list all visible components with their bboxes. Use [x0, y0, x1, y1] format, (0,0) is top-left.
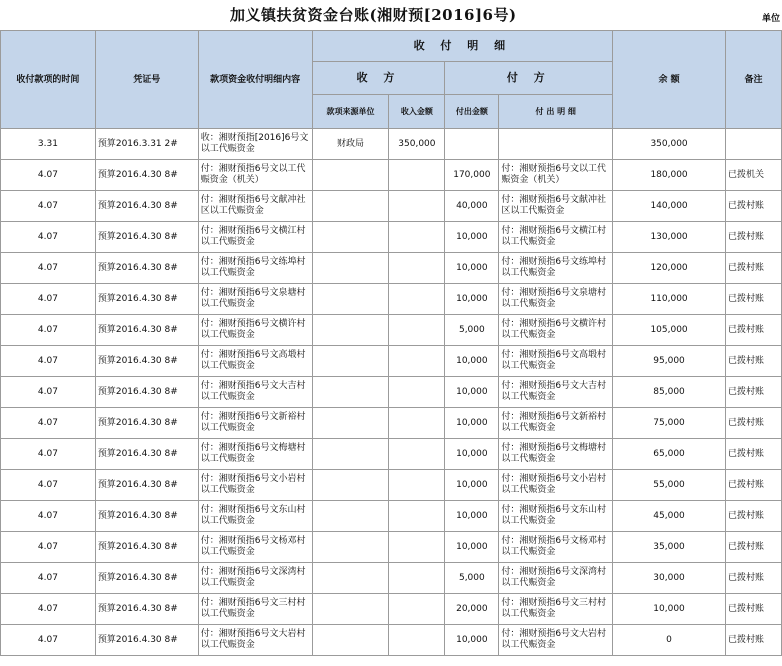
row-payout[interactable]: 5,000: [445, 563, 499, 594]
row-detail[interactable]: 付：湘财预指6号文杨邓村以工代赈资金: [198, 532, 312, 563]
row-income[interactable]: [389, 253, 445, 284]
row-detail[interactable]: 付：湘财预指6号文大吉村以工代赈资金: [198, 377, 312, 408]
row-income[interactable]: [389, 625, 445, 656]
row-income[interactable]: [389, 439, 445, 470]
row-source[interactable]: [312, 501, 389, 532]
table-row: [1, 408, 782, 439]
table-row: [1, 346, 782, 377]
row-time[interactable]: 4.07: [1, 501, 96, 532]
row-voucher[interactable]: 预算2016.4.30 8#: [95, 191, 198, 222]
header-paydetail: 付 出 明 细: [499, 95, 613, 129]
table-row: [1, 594, 782, 625]
row-source[interactable]: [312, 284, 389, 315]
row-payout[interactable]: 10,000: [445, 408, 499, 439]
row-detail[interactable]: 付：湘财预指6号文大岩村以工代赈资金: [198, 625, 312, 656]
row-note[interactable]: 已拨村账: [725, 191, 781, 222]
row-time[interactable]: 4.07: [1, 532, 96, 563]
header-time: 收付款项的时间: [1, 31, 96, 129]
row-source[interactable]: [312, 222, 389, 253]
row-note[interactable]: 已拨村账: [725, 532, 781, 563]
row-voucher[interactable]: 预算2016.4.30 8#: [95, 253, 198, 284]
header-group-pay: 付 方: [445, 62, 613, 95]
row-payout[interactable]: 10,000: [445, 532, 499, 563]
table-row: [1, 222, 782, 253]
ledger-table: [0, 30, 782, 656]
row-payout[interactable]: 10,000: [445, 470, 499, 501]
row-payout[interactable]: 10,000: [445, 377, 499, 408]
row-balance[interactable]: 350,000: [613, 129, 726, 160]
header-income: 收入金额: [389, 95, 445, 129]
row-payout[interactable]: 10,000: [445, 346, 499, 377]
table-row: [1, 129, 782, 160]
row-balance[interactable]: 95,000: [613, 346, 726, 377]
row-source[interactable]: [312, 408, 389, 439]
row-source[interactable]: [312, 191, 389, 222]
row-voucher[interactable]: 预算2016.4.30 8#: [95, 501, 198, 532]
table-body: [1, 129, 782, 656]
row-time[interactable]: 4.07: [1, 408, 96, 439]
row-paydetail[interactable]: 付：湘财预指6号文新裕村以工代赈资金: [499, 408, 613, 439]
row-income[interactable]: [389, 501, 445, 532]
row-time[interactable]: 4.07: [1, 563, 96, 594]
row-paydetail[interactable]: 付：湘财预指6号文小岩村以工代赈资金: [499, 470, 613, 501]
row-paydetail[interactable]: 付：湘财预指6号文杨邓村以工代赈资金: [499, 532, 613, 563]
row-note[interactable]: 已拨村账: [725, 470, 781, 501]
row-payout[interactable]: 10,000: [445, 284, 499, 315]
row-balance[interactable]: 30,000: [613, 563, 726, 594]
row-note[interactable]: 已拨村账: [725, 315, 781, 346]
row-paydetail[interactable]: 付：湘财预指6号文东山村以工代赈资金: [499, 501, 613, 532]
row-income[interactable]: [389, 191, 445, 222]
row-detail[interactable]: 付：湘财预指6号文横许村以工代赈资金: [198, 315, 312, 346]
row-voucher[interactable]: 预算2016.4.30 8#: [95, 284, 198, 315]
table-row: [1, 470, 782, 501]
row-balance[interactable]: 120,000: [613, 253, 726, 284]
header-group-receive: 收 方: [312, 62, 445, 95]
row-balance[interactable]: 140,000: [613, 191, 726, 222]
header-voucher: 凭证号: [95, 31, 198, 129]
row-note[interactable]: 已拨村账: [725, 284, 781, 315]
row-source[interactable]: [312, 439, 389, 470]
row-detail[interactable]: 付：湘财预指6号文新裕村以工代赈资金: [198, 408, 312, 439]
row-voucher[interactable]: 预算2016.4.30 8#: [95, 563, 198, 594]
row-income[interactable]: [389, 377, 445, 408]
row-payout[interactable]: 10,000: [445, 439, 499, 470]
row-income[interactable]: [389, 594, 445, 625]
row-time[interactable]: 4.07: [1, 439, 96, 470]
row-paydetail[interactable]: 付：湘财预指6号文大岩村以工代赈资金: [499, 625, 613, 656]
title-bar: [0, 0, 782, 30]
row-balance[interactable]: 45,000: [613, 501, 726, 532]
row-balance[interactable]: 35,000: [613, 532, 726, 563]
row-voucher[interactable]: 预算2016.4.30 8#: [95, 160, 198, 191]
row-voucher[interactable]: 预算2016.4.30 8#: [95, 377, 198, 408]
row-detail[interactable]: 付：湘财预指6号文以工代赈资金（机关）: [198, 160, 312, 191]
row-payout[interactable]: 10,000: [445, 253, 499, 284]
row-source[interactable]: [312, 346, 389, 377]
row-voucher[interactable]: 预算2016.4.30 8#: [95, 315, 198, 346]
row-source[interactable]: 财政局: [312, 129, 389, 160]
table-row: [1, 160, 782, 191]
row-source[interactable]: [312, 594, 389, 625]
header-balance: 余 额: [613, 31, 726, 129]
row-note[interactable]: 已拨村账: [725, 222, 781, 253]
row-paydetail[interactable]: 付：湘财预指6号文练埠村以工代赈资金: [499, 253, 613, 284]
row-voucher[interactable]: 预算2016.4.30 8#: [95, 594, 198, 625]
row-income[interactable]: [389, 470, 445, 501]
row-balance[interactable]: 75,000: [613, 408, 726, 439]
row-source[interactable]: [312, 625, 389, 656]
row-time[interactable]: 4.07: [1, 284, 96, 315]
table-row: [1, 501, 782, 532]
row-income[interactable]: [389, 284, 445, 315]
row-note[interactable]: 已拨村账: [725, 625, 781, 656]
row-source[interactable]: [312, 253, 389, 284]
row-voucher[interactable]: 预算2016.4.30 8#: [95, 222, 198, 253]
row-note[interactable]: 已拨村账: [725, 563, 781, 594]
row-balance[interactable]: 10,000: [613, 594, 726, 625]
row-note[interactable]: 已拨村账: [725, 594, 781, 625]
row-payout[interactable]: 10,000: [445, 625, 499, 656]
row-time[interactable]: 4.07: [1, 191, 96, 222]
row-payout[interactable]: [445, 129, 499, 160]
row-note[interactable]: 已拨村账: [725, 439, 781, 470]
row-note[interactable]: 已拨村账: [725, 501, 781, 532]
row-payout[interactable]: 170,000: [445, 160, 499, 191]
table-row: [1, 563, 782, 594]
row-detail[interactable]: 收：湘财预指[2016]6号文以工代赈资金: [198, 129, 312, 160]
row-balance[interactable]: 0: [613, 625, 726, 656]
row-detail[interactable]: 付：湘财预指6号文东山村以工代赈资金: [198, 501, 312, 532]
table-row: [1, 532, 782, 563]
row-time[interactable]: 3.31: [1, 129, 96, 160]
row-detail[interactable]: 付：湘财预指6号文泉塘村以工代赈资金: [198, 284, 312, 315]
row-detail[interactable]: 付：湘财预指6号文三村村以工代赈资金: [198, 594, 312, 625]
row-income[interactable]: [389, 346, 445, 377]
row-time[interactable]: 4.07: [1, 160, 96, 191]
table-header: [1, 31, 782, 129]
row-paydetail[interactable]: 付：湘财预指6号文泉塘村以工代赈资金: [499, 284, 613, 315]
table-row: [1, 315, 782, 346]
header-source: 款项来源单位: [312, 95, 389, 129]
row-detail[interactable]: 付：湘财预指6号文横江村以工代赈资金: [198, 222, 312, 253]
row-detail[interactable]: 付：湘财预指6号文练埠村以工代赈资金: [198, 253, 312, 284]
row-time[interactable]: 4.07: [1, 470, 96, 501]
row-payout[interactable]: 5,000: [445, 315, 499, 346]
row-payout[interactable]: 10,000: [445, 222, 499, 253]
row-source[interactable]: [312, 377, 389, 408]
sheet-title: 加义镇扶贫资金台账(湘财预[2016]6号): [230, 6, 517, 24]
row-balance[interactable]: 110,000: [613, 284, 726, 315]
table-row: [1, 377, 782, 408]
row-time[interactable]: 4.07: [1, 625, 96, 656]
row-payout[interactable]: 10,000: [445, 501, 499, 532]
row-balance[interactable]: 130,000: [613, 222, 726, 253]
row-balance[interactable]: 85,000: [613, 377, 726, 408]
row-paydetail[interactable]: 付：湘财预指6号文献冲社区以工代赈资金: [499, 191, 613, 222]
row-detail[interactable]: 付：湘财预指6号文小岩村以工代赈资金: [198, 470, 312, 501]
row-detail[interactable]: 付：湘财预指6号文梅塘村以工代赈资金: [198, 439, 312, 470]
row-voucher[interactable]: 预算2016.4.30 8#: [95, 439, 198, 470]
row-income[interactable]: [389, 408, 445, 439]
row-paydetail[interactable]: 付：湘财预指6号文横许村以工代赈资金: [499, 315, 613, 346]
row-balance[interactable]: 65,000: [613, 439, 726, 470]
row-detail[interactable]: 付：湘财预指6号文深湾村以工代赈资金: [198, 563, 312, 594]
row-note[interactable]: 已拨村账: [725, 253, 781, 284]
row-paydetail[interactable]: 付：湘财预指6号文高塅村以工代赈资金: [499, 346, 613, 377]
row-paydetail[interactable]: 付：湘财预指6号文三村村以工代赈资金: [499, 594, 613, 625]
row-time[interactable]: 4.07: [1, 594, 96, 625]
row-voucher[interactable]: 预算2016.4.30 8#: [95, 532, 198, 563]
row-detail[interactable]: 付：湘财预指6号文高塅村以工代赈资金: [198, 346, 312, 377]
row-income[interactable]: [389, 160, 445, 191]
row-time[interactable]: 4.07: [1, 346, 96, 377]
row-source[interactable]: [312, 315, 389, 346]
header-payout: 付出金额: [445, 95, 499, 129]
row-source[interactable]: [312, 532, 389, 563]
row-voucher[interactable]: 预算2016.4.30 8#: [95, 408, 198, 439]
row-detail[interactable]: 付：湘财预指6号文献冲社区以工代赈资金: [198, 191, 312, 222]
header-note: 备注: [725, 31, 781, 129]
table-row: [1, 625, 782, 656]
row-income[interactable]: [389, 315, 445, 346]
row-voucher[interactable]: 预算2016.4.30 8#: [95, 625, 198, 656]
row-time[interactable]: 4.07: [1, 315, 96, 346]
row-balance[interactable]: 180,000: [613, 160, 726, 191]
row-note[interactable]: 已拨村账: [725, 408, 781, 439]
row-note[interactable]: 已拨机关: [725, 160, 781, 191]
row-note[interactable]: 已拨村账: [725, 377, 781, 408]
table-row: [1, 191, 782, 222]
row-income[interactable]: 350,000: [389, 129, 445, 160]
row-income[interactable]: [389, 563, 445, 594]
row-voucher[interactable]: 预算2016.4.30 8#: [95, 346, 198, 377]
row-time[interactable]: 4.07: [1, 377, 96, 408]
row-time[interactable]: 4.07: [1, 222, 96, 253]
row-note[interactable]: 已拨村账: [725, 346, 781, 377]
row-paydetail[interactable]: 付：湘财预指6号文深湾村以工代赈资金: [499, 563, 613, 594]
row-balance[interactable]: 55,000: [613, 470, 726, 501]
unit-label: 单位: [762, 14, 781, 24]
row-note[interactable]: [725, 129, 781, 160]
row-source[interactable]: [312, 160, 389, 191]
row-source[interactable]: [312, 470, 389, 501]
row-payout[interactable]: 20,000: [445, 594, 499, 625]
row-voucher[interactable]: 预算2016.3.31 2#: [95, 129, 198, 160]
row-income[interactable]: [389, 222, 445, 253]
table-row: [1, 253, 782, 284]
header-group-main: 收 付 明 细: [312, 31, 613, 62]
table-row: [1, 284, 782, 315]
row-income[interactable]: [389, 532, 445, 563]
row-voucher[interactable]: 预算2016.4.30 8#: [95, 470, 198, 501]
row-paydetail[interactable]: [499, 129, 613, 160]
row-source[interactable]: [312, 563, 389, 594]
header-detail: 款项资金收付明细内容: [198, 31, 312, 129]
row-time[interactable]: 4.07: [1, 253, 96, 284]
row-paydetail[interactable]: 付：湘财预指6号文以工代赈资金（机关）: [499, 160, 613, 191]
row-paydetail[interactable]: 付：湘财预指6号文横江村以工代赈资金: [499, 222, 613, 253]
row-paydetail[interactable]: 付：湘财预指6号文梅塘村以工代赈资金: [499, 439, 613, 470]
row-balance[interactable]: 105,000: [613, 315, 726, 346]
table-row: [1, 439, 782, 470]
row-payout[interactable]: 40,000: [445, 191, 499, 222]
row-paydetail[interactable]: 付：湘财预指6号文大吉村以工代赈资金: [499, 377, 613, 408]
